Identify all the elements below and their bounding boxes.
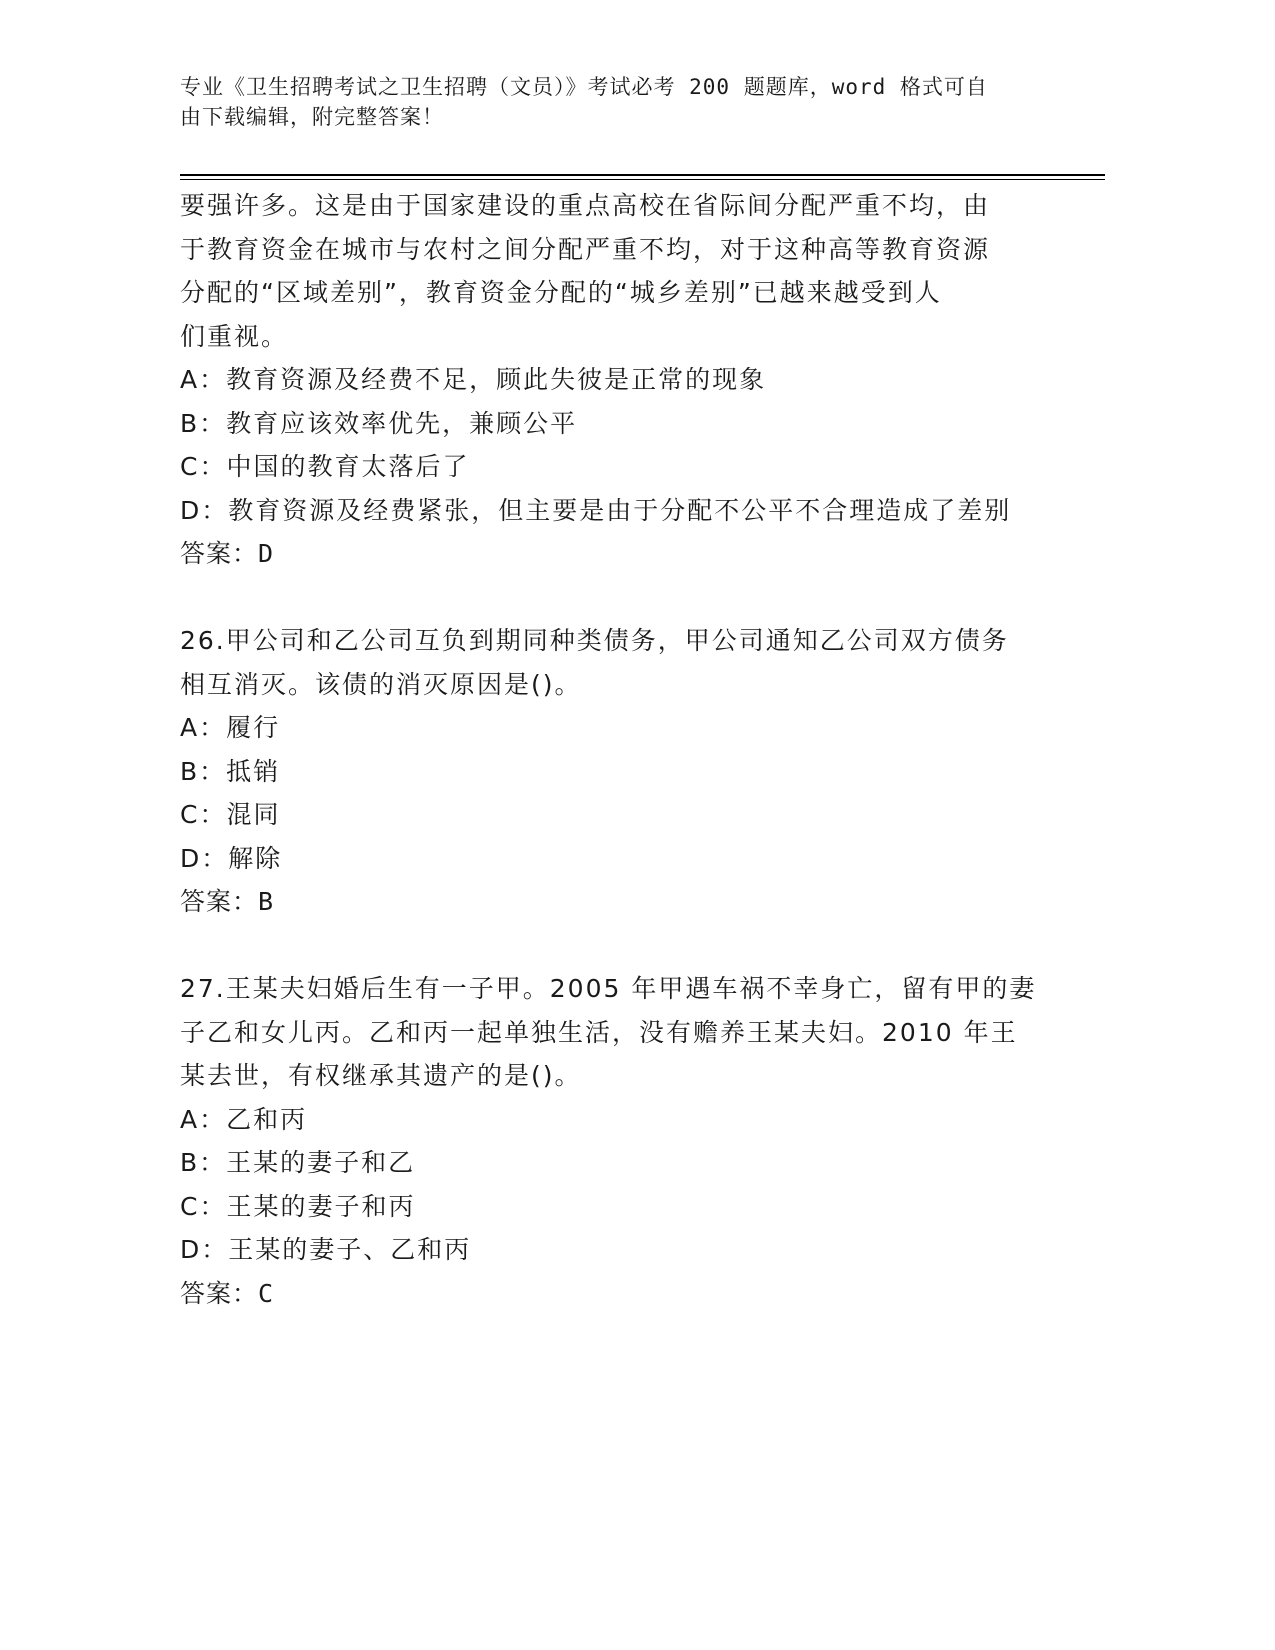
question-25: [180, 184, 1060, 576]
document-header: [180, 72, 1040, 132]
option-d: D：教育资源及经费紧张，但主要是由于分配不公平不合理造成了差别: [180, 495, 1012, 525]
option-a: A：履行: [180, 713, 281, 742]
option-a: A：教育资源及经费不足，顾此失彼是正常的现象: [180, 365, 767, 394]
option-c: C：王某的妻子和丙: [180, 1191, 416, 1221]
answer-line: 答案：C: [180, 1278, 275, 1308]
spacer: [180, 576, 1060, 620]
option-b: B：王某的妻子和乙: [180, 1148, 416, 1177]
question-text-line: 们重视。: [180, 321, 289, 351]
answer-line: 答案：D: [180, 539, 275, 568]
header-divider-thick: [180, 174, 1105, 176]
option-c: C：中国的教育太落后了: [180, 452, 470, 481]
question-text-line: 27.王某夫妇婚后生有一子甲。2005 年甲遇车祸不幸身亡，留有甲的妻: [180, 974, 1037, 1003]
question-26: [180, 619, 1060, 924]
question-text-line: 26.甲公司和乙公司互负到期同种类债务，甲公司通知乙公司双方债务: [180, 626, 1009, 655]
header-title-line-1: 专业《卫生招聘考试之卫生招聘（文员）》考试必考 200 题题库，word 格式可自: [180, 75, 988, 99]
question-text-line: 相互消灭。该债的消灭原因是()。: [180, 669, 582, 699]
question-text-line: 分配的“区域差别”，教育资金分配的“城乡差别”已越来越受到人: [180, 278, 942, 307]
question-text-line: 子乙和女儿丙。乙和丙一起单独生活，没有赡养王某夫妇。2010 年王: [180, 1017, 1018, 1047]
document-body: [180, 184, 1060, 1315]
spacer: [180, 924, 1060, 968]
option-a: A：乙和丙: [180, 1104, 308, 1134]
header-divider-thin: [180, 179, 1105, 180]
option-b: B：教育应该效率优先，兼顾公平: [180, 408, 578, 438]
question-text-line: 要强许多。这是由于国家建设的重点高校在省际间分配严重不均，由: [180, 191, 991, 220]
option-d: D：解除: [180, 843, 283, 873]
question-text-line: 某去世，有权继承其遗产的是()。: [180, 1061, 582, 1090]
answer-line: 答案：B: [180, 887, 275, 916]
question-27: [180, 967, 1060, 1315]
option-b: B：抵销: [180, 756, 281, 786]
option-d: D：王某的妻子、乙和丙: [180, 1235, 472, 1264]
option-c: C：混同: [180, 800, 281, 829]
header-title-line-2: 由下载编辑，附完整答案！: [180, 105, 444, 129]
question-text-line: 于教育资金在城市与农村之间分配严重不均，对于这种高等教育资源: [180, 234, 991, 264]
